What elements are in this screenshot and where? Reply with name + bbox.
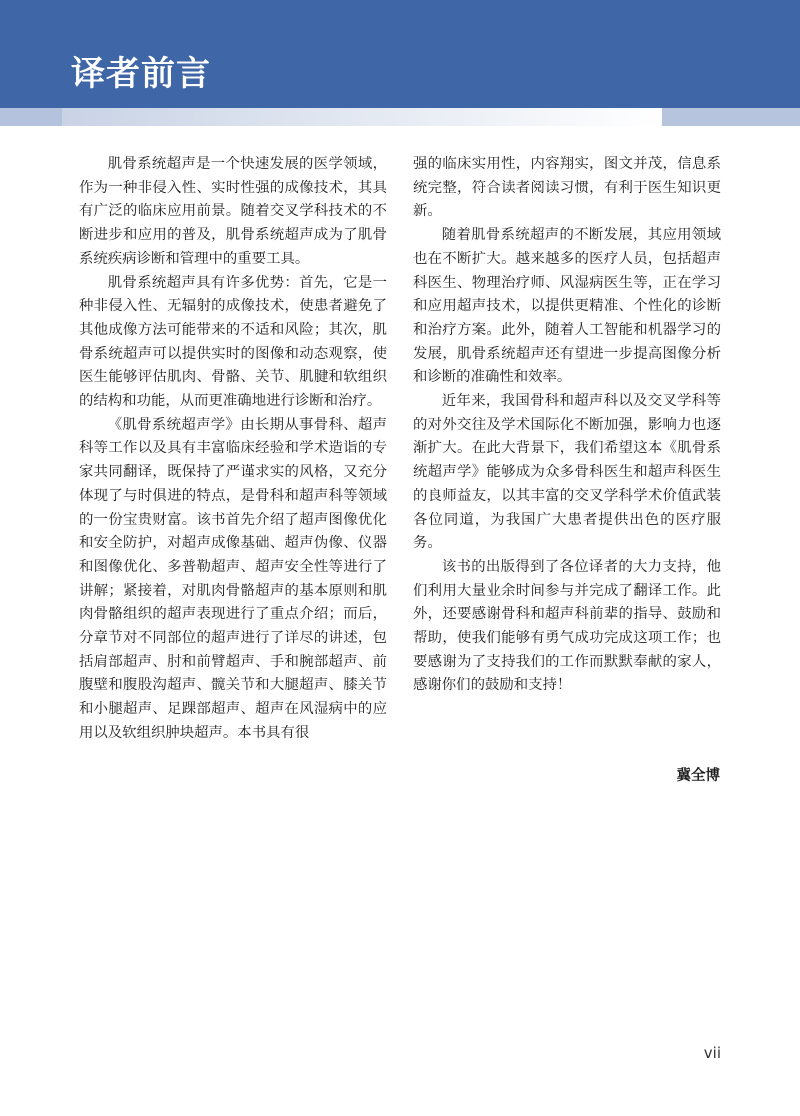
right-column (413, 153, 721, 698)
paragraph: 随着肌骨系统超声的不断发展，其应用领域也在不断扩大。越来越多的医疗人员，包括超声科医生、物理治疗师、风湿病医生等，正在学习和应用超声技术，以提供更精准、个性化的诊断和治疗方案。此外，随着人工智能和机器学习的发展，肌骨系统超声还有望进一步提高图像分析和诊断的准确性和效率。 (413, 227, 721, 386)
page-title: 译者前言 (71, 54, 211, 94)
paragraph-continuation: 强的临床实用性，内容翔实，图文并茂，信息系统完整，符合读者阅读习惯，有利于医生知识更新。 (413, 156, 721, 220)
page-number: vii (703, 1044, 721, 1062)
paragraph: 肌骨系统超声是一个快速发展的医学领域，作为一种非侵入性、实时性强的成像技术，其具有广泛的临床应用前景。随着交叉学科技术的不断进步和应用的普及，肌骨系统超声成为了肌骨系统疾病诊断和管理中的重要工具。 (79, 156, 387, 267)
paragraph: 该书的出版得到了各位译者的大力支持，他们利用大量业余时间参与并完成了翻译工作。此外，还要感谢骨科和超声科前辈的指导、鼓励和帮助，使我们能够有勇气成功完成这项工作；也要感谢为了支持我们的工作而默默奉献的家人，感谢你们的鼓励和支持！ (413, 558, 721, 694)
header-band-right (662, 108, 800, 126)
paragraph: 肌骨系统超声具有许多优势：首先，它是一种非侵入性、无辐射的成像技术，使患者避免了其他成像方法可能带来的不适和风险；其次，肌骨系统超声可以提供实时的图像和动态观察，使医生能够评估肌肉、骨骼、关节、肌腱和软组织的结构和功能，从而更准确地进行诊断和治疗。 (79, 274, 387, 410)
header-band-left (0, 108, 62, 126)
paragraph: 近年来，我国骨科和超声科以及交叉学科等的对外交往及学术国际化不断加强，影响力也逐渐扩大。在此大背景下，我们希望这本《肌骨系统超声学》能够成为众多骨科医生和超声科医生的良师益友，以其丰富的交叉学科学术价值武装各位同道，为我国广大患者提供出色的医疗服务。 (413, 393, 721, 552)
header-banner (0, 0, 800, 108)
header-band-gradient (62, 108, 662, 126)
left-column (79, 153, 387, 746)
translator-signature: 冀全博 (676, 768, 720, 784)
paragraph: 《肌骨系统超声学》由长期从事骨科、超声科等工作以及具有丰富临床经验和学术造诣的专家共同翻译，既保持了严谨求实的风格，又充分体现了与时俱进的特点，是骨科和超声科等领域的一份宝贵财富。该书首先介绍了超声图像优化和安全防护，对超声成像基础、超声伪像、仪器和图像优化、多普勒超声、超声安全性等进行了讲解；紧接着，对肌肉骨骼超声的基本原则和肌肉骨骼组织的超声表现进行了重点介绍；而后，分章节对不同部位的超声进行了详尽的讲述，包括肩部超声、肘和前臂超声、手和腕部超声、前腹壁和腹股沟超声、髋关节和大腿超声、膝关节和小腿超声、足踝部超声、超声在风湿病中的应用以及软组织肿块超声。本书具有很 (79, 416, 387, 741)
